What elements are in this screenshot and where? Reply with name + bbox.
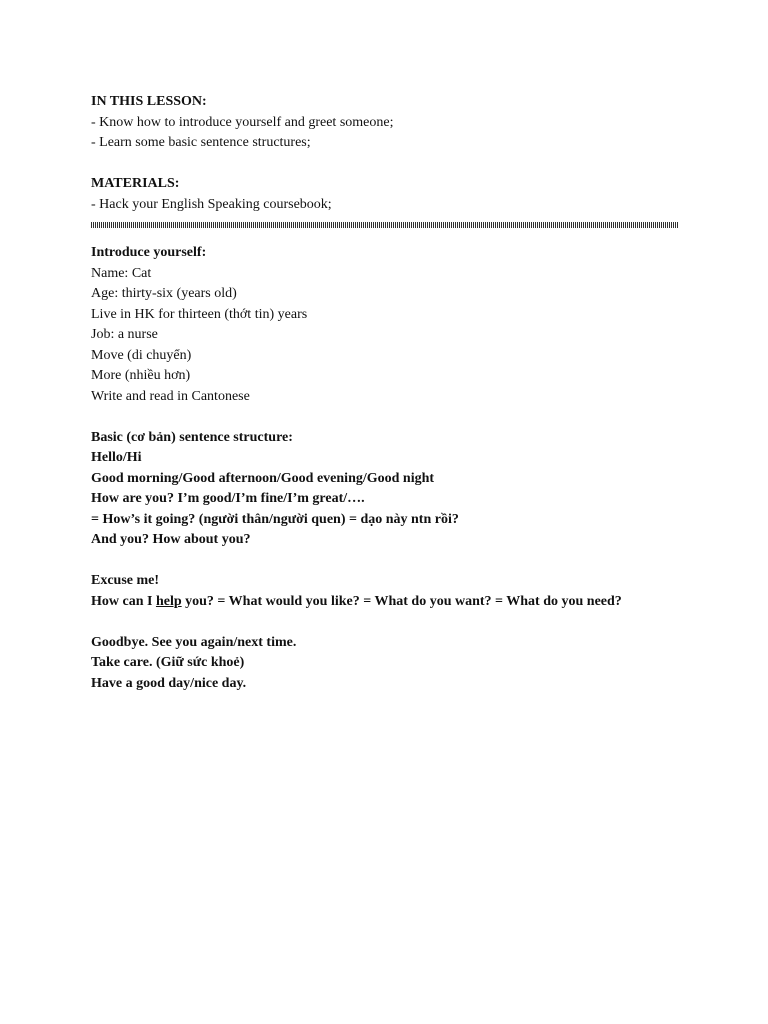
introduce-line: Live in HK for thirteen (thớt tin) years bbox=[91, 306, 308, 322]
introduce-line: Move (di chuyển) bbox=[91, 347, 192, 363]
help-suffix: you? = What would you like? = What do you want? = What do you need? bbox=[181, 593, 622, 609]
materials-heading: MATERIALS: bbox=[91, 176, 180, 191]
lesson-item: - Know how to introduce yourself and greet someone; bbox=[91, 114, 394, 130]
introduce-line: Job: a nurse bbox=[91, 327, 158, 342]
lesson-item: - Learn some basic sentence structures; bbox=[91, 135, 311, 150]
help-word: help bbox=[155, 593, 182, 609]
document-page bbox=[91, 92, 691, 694]
dotted-divider bbox=[91, 222, 679, 228]
introduce-line: Age: thirty-six (years old) bbox=[91, 286, 237, 301]
spacer bbox=[91, 407, 691, 428]
lesson-heading: IN THIS LESSON: bbox=[91, 94, 207, 109]
basic-heading: Basic (cơ bản) sentence structure: bbox=[91, 429, 293, 445]
basic-line: Hello/Hi bbox=[91, 450, 142, 465]
help-prefix: How can I bbox=[91, 593, 156, 609]
basic-line: Good morning/Good afternoon/Good evening/Good night bbox=[91, 470, 435, 486]
materials-item: - Hack your English Speaking coursebook; bbox=[91, 196, 332, 212]
spacer bbox=[91, 612, 691, 633]
introduce-line: Name: Cat bbox=[91, 265, 152, 281]
basic-line: And you? How about you? bbox=[91, 532, 251, 547]
help-line bbox=[91, 592, 691, 613]
basic-line: How are you? I’m good/I’m fine/I’m great/…. bbox=[91, 491, 365, 506]
introduce-line: Write and read in Cantonese bbox=[91, 388, 250, 404]
goodbye-line: Goodbye. See you again/next time. bbox=[91, 634, 297, 650]
goodbye-line: Take care. (Giữ sức khoẻ) bbox=[91, 655, 245, 670]
basic-line: = How’s it going? (người thân/người quen) = dạo này ntn rồi? bbox=[91, 511, 459, 527]
introduce-heading: Introduce yourself: bbox=[91, 245, 207, 260]
introduce-line: More (nhiều hơn) bbox=[91, 368, 191, 383]
spacer bbox=[91, 154, 691, 175]
spacer bbox=[91, 551, 691, 572]
excuse-line: Excuse me! bbox=[91, 573, 160, 588]
goodbye-line: Have a good day/nice day. bbox=[91, 675, 247, 691]
